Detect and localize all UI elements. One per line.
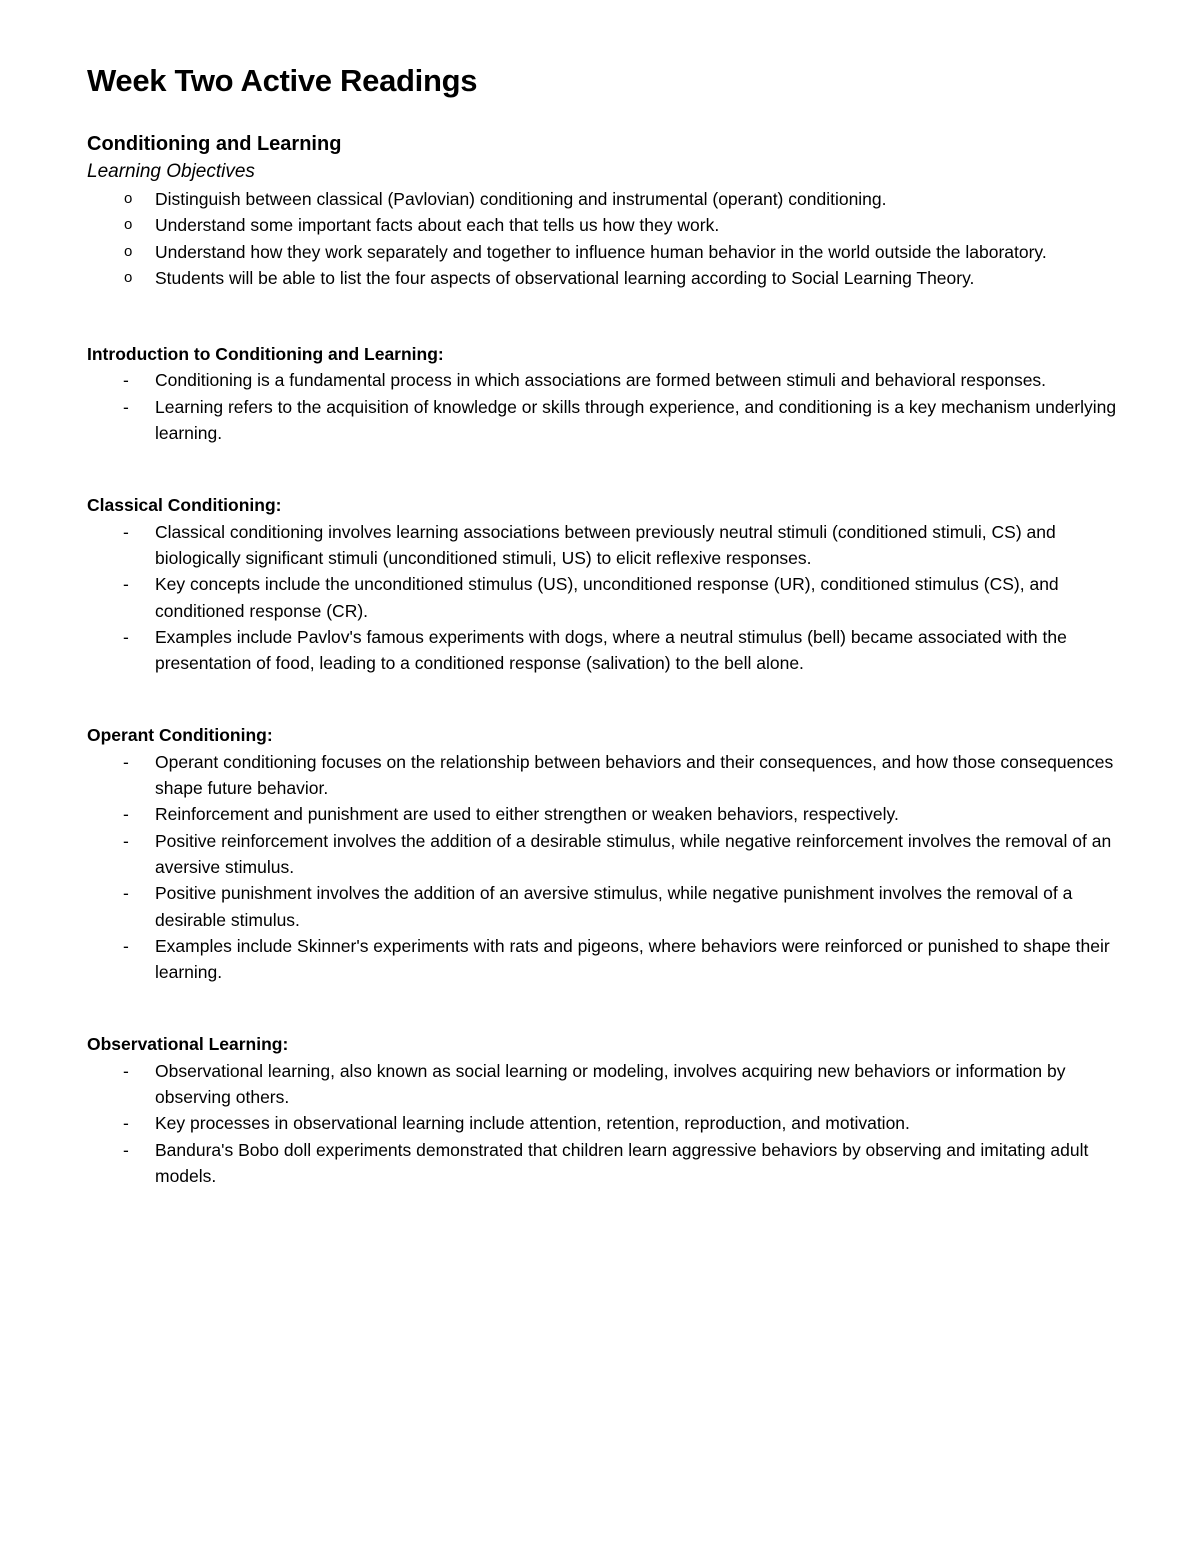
dash-bullet-icon: -	[123, 751, 129, 772]
dash-bullet-icon: -	[123, 1113, 129, 1134]
list-item-text: Examples include Pavlov's famous experiments with dogs, where a neutral stimulus (bell) became associated with the presentation of food, leading to a conditioned response (salivation) to the bell alone.	[155, 626, 1067, 674]
objective-bullet-icon: o	[124, 268, 133, 286]
list-item-text: Conditioning is a fundamental process in which associations are formed between stimuli and behavioral responses.	[155, 370, 1047, 391]
bullet-list	[87, 367, 1117, 446]
dash-bullet-icon: -	[123, 1060, 129, 1081]
objective-text: Distinguish between classical (Pavlovian) conditioning and instrumental (operant) conditioning.	[155, 189, 887, 209]
objective-bullet-icon: o	[124, 242, 133, 260]
list-item	[87, 571, 1117, 624]
list-item-text: Observational learning, also known as social learning or modeling, involves acquiring new behaviors or information by observing others.	[155, 1060, 1066, 1108]
section-introduction	[87, 341, 1117, 446]
list-item-text: Bandura's Bobo doll experiments demonstrated that children learn aggressive behaviors by observing and imitating adult models.	[155, 1139, 1089, 1186]
list-item	[87, 880, 1117, 933]
list-item-text: Examples include Skinner's experiments with rats and pigeons, where behaviors were reinforced or punished to shape their learning.	[155, 935, 1110, 983]
section-heading: Classical Conditioning:	[87, 495, 282, 516]
section-classical-conditioning	[87, 492, 1117, 676]
dash-bullet-icon: -	[123, 370, 129, 391]
list-item	[87, 933, 1117, 986]
list-item	[87, 1137, 1117, 1190]
list-item-text: Operant conditioning focuses on the relationship between behaviors and their consequences, and how those consequences shape future behavior.	[155, 751, 1114, 799]
list-item-text: Positive reinforcement involves the addition of a desirable stimulus, while negative reinforcement involves the removal of an aversive stimulus.	[155, 830, 1112, 877]
objective-item	[87, 212, 1117, 238]
document-page	[87, 58, 1117, 1189]
objective-bullet-icon: o	[124, 216, 133, 234]
list-item	[87, 1110, 1117, 1136]
dash-bullet-icon: -	[123, 883, 129, 904]
dash-bullet-icon: -	[123, 396, 129, 417]
dash-bullet-icon: -	[123, 521, 129, 542]
list-item	[87, 367, 1117, 393]
dash-bullet-icon: -	[123, 935, 129, 956]
dash-bullet-icon: -	[123, 830, 129, 851]
objectives-heading: Learning Objectives	[87, 161, 255, 182]
objective-item	[87, 265, 1117, 291]
objective-text: Understand how they work separately and together to influence human behavior in the world outside the laboratory.	[155, 241, 1047, 262]
dash-bullet-icon: -	[123, 804, 129, 825]
list-item	[87, 519, 1117, 572]
list-item	[87, 624, 1117, 677]
objectives-list	[87, 186, 1117, 291]
dash-bullet-icon: -	[123, 1139, 129, 1160]
objective-item	[87, 239, 1117, 265]
list-item-text: Reinforcement and punishment are used to either strengthen or weaken behaviors, respectively.	[155, 804, 899, 825]
list-item	[87, 1058, 1117, 1111]
dash-bullet-icon: -	[123, 574, 129, 595]
objective-text: Students will be able to list the four aspects of observational learning according to Social Learning Theory.	[155, 267, 975, 288]
document-title: Week Two Active Readings	[87, 63, 478, 98]
bullet-list	[87, 1058, 1117, 1189]
list-item-text: Key concepts include the unconditioned stimulus (US), unconditioned response (UR), conditioned stimulus (CS), and conditioned response (CR).	[155, 574, 1059, 621]
list-item-text: Key processes in observational learning include attention, retention, reproduction, and motivation.	[155, 1113, 910, 1134]
list-item-text: Classical conditioning involves learning associations between previously neutral stimuli (conditioned stimuli, CS) and biologically significant stimuli (unconditioned stimuli, US) to elicit reflexive responses.	[155, 521, 1056, 568]
objective-text: Understand some important facts about each that tells us how they work.	[155, 215, 720, 236]
list-item	[87, 801, 1117, 827]
section-title: Conditioning and Learning	[87, 133, 342, 155]
section-heading: Operant Conditioning:	[87, 725, 273, 746]
objective-item	[87, 186, 1117, 212]
list-item	[87, 828, 1117, 881]
list-item	[87, 749, 1117, 802]
bullet-list	[87, 519, 1117, 677]
dash-bullet-icon: -	[123, 626, 129, 647]
section-observational-learning	[87, 1031, 1117, 1189]
section-heading: Introduction to Conditioning and Learning:	[87, 344, 444, 365]
section-heading: Observational Learning:	[87, 1034, 289, 1055]
list-item	[87, 394, 1117, 447]
objective-bullet-icon: o	[124, 190, 133, 207]
list-item-text: Positive punishment involves the addition of an aversive stimulus, while negative punishment involves the removal of a desirable stimulus.	[155, 883, 1073, 930]
section-operant-conditioning	[87, 722, 1117, 985]
list-item-text: Learning refers to the acquisition of knowledge or skills through experience, and conditioning is a key mechanism underlying learning.	[155, 396, 1117, 444]
bullet-list	[87, 749, 1117, 986]
